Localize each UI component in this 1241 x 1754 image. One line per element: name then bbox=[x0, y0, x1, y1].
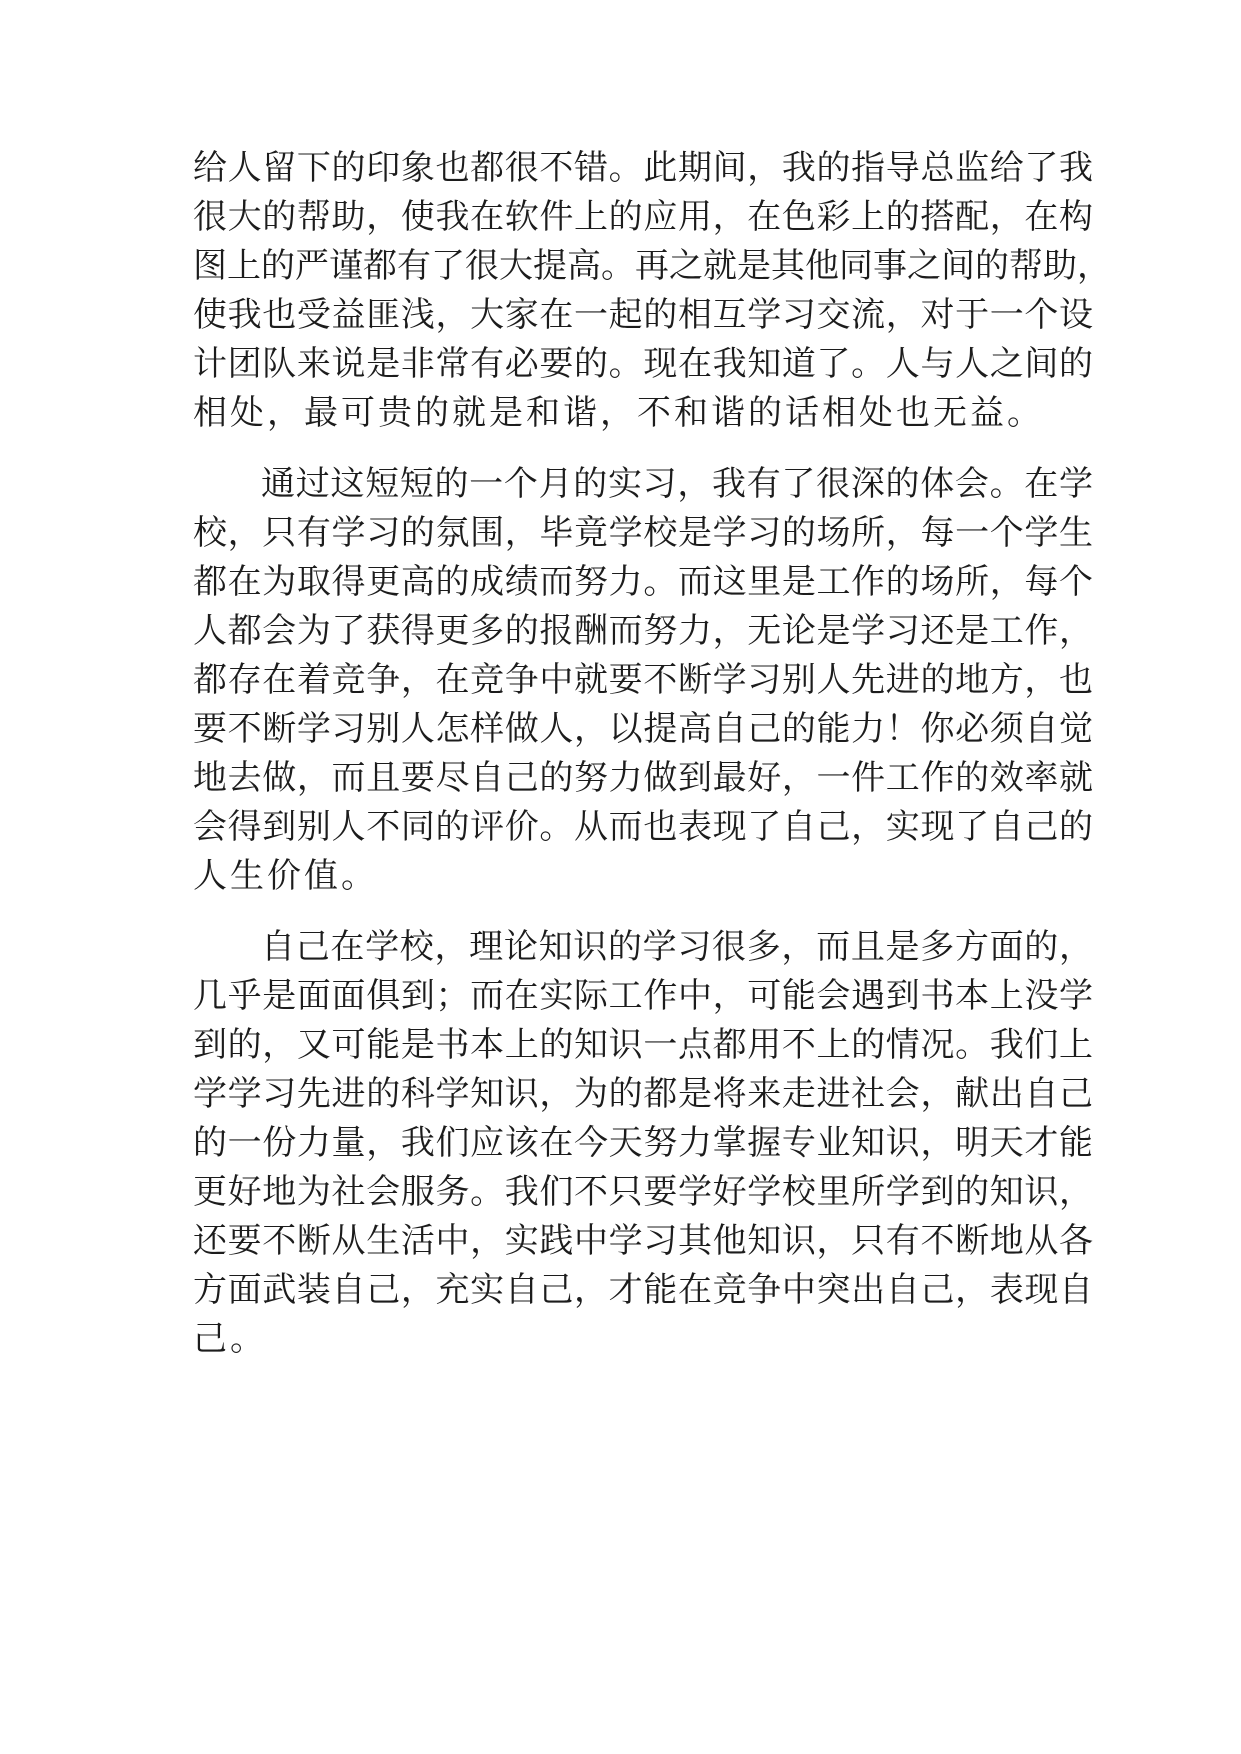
paragraph-2-line-1: 通过这短短的一个月的实习，我有了很深的体会。在学 bbox=[261, 464, 1093, 504]
paragraph-3-line-8: 方面武装自己，充实自己，才能在竞争中突出自己，表现自 bbox=[193, 1270, 1093, 1310]
paragraph-3-line-7: 还要不断从生活中，实践中学习其他知识，只有不断地从各 bbox=[193, 1221, 1093, 1261]
paragraph-2-line-5: 都存在着竞争，在竞争中就要不断学习别人先进的地方，也 bbox=[193, 660, 1093, 700]
paragraph-2-line-2: 校，只有学习的氛围，毕竟学校是学习的场所，每一个学生 bbox=[193, 513, 1093, 553]
paragraph-1-line-3: 图上的严谨都有了很大提高。再之就是其他同事之间的帮助， bbox=[193, 246, 1111, 286]
paragraph-1-line-4: 使我也受益匪浅，大家在一起的相互学习交流，对于一个设 bbox=[193, 295, 1093, 335]
paragraph-2-line-3: 都在为取得更高的成绩而努力。而这里是工作的场所，每个 bbox=[193, 562, 1093, 602]
paragraph-3-line-2: 几乎是面面俱到；而在实际工作中，可能会遇到书本上没学 bbox=[193, 976, 1093, 1016]
paragraph-3-line-3: 到的，又可能是书本上的知识一点都用不上的情况。我们上 bbox=[193, 1025, 1093, 1065]
paragraph-3-line-6: 更好地为社会服务。我们不只要学好学校里所学到的知识， bbox=[193, 1172, 1093, 1212]
paragraph-3-line-9: 己。 bbox=[193, 1319, 267, 1359]
paragraph-2-line-4: 人都会为了获得更多的报酬而努力，无论是学习还是工作， bbox=[193, 611, 1093, 651]
paragraph-2-line-7: 地去做，而且要尽自己的努力做到最好，一件工作的效率就 bbox=[193, 758, 1093, 798]
paragraph-1-line-5: 计团队来说是非常有必要的。现在我知道了。人与人之间的 bbox=[193, 344, 1093, 384]
paragraph-3-line-4: 学学习先进的科学知识，为的都是将来走进社会，献出自己 bbox=[193, 1074, 1093, 1114]
paragraph-3-line-1: 自己在学校，理论知识的学习很多，而且是多方面的， bbox=[261, 927, 1093, 967]
paragraph-2-line-6: 要不断学习别人怎样做人，以提高自己的能力！你必须自觉 bbox=[193, 709, 1093, 749]
paragraph-2-line-9: 人生价值。 bbox=[193, 856, 378, 896]
paragraph-1-line-1: 给人留下的印象也都很不错。此期间，我的指导总监给了我 bbox=[193, 148, 1093, 188]
paragraph-1-line-6: 相处，最可贵的就是和谐，不和谐的话相处也无益。 bbox=[193, 393, 1044, 433]
paragraph-3-line-5: 的一份力量，我们应该在今天努力掌握专业知识，明天才能 bbox=[193, 1123, 1093, 1163]
paragraph-1-line-2: 很大的帮助，使我在软件上的应用，在色彩上的搭配，在构 bbox=[193, 197, 1093, 237]
paragraph-2-line-8: 会得到别人不同的评价。从而也表现了自己，实现了自己的 bbox=[193, 807, 1093, 847]
